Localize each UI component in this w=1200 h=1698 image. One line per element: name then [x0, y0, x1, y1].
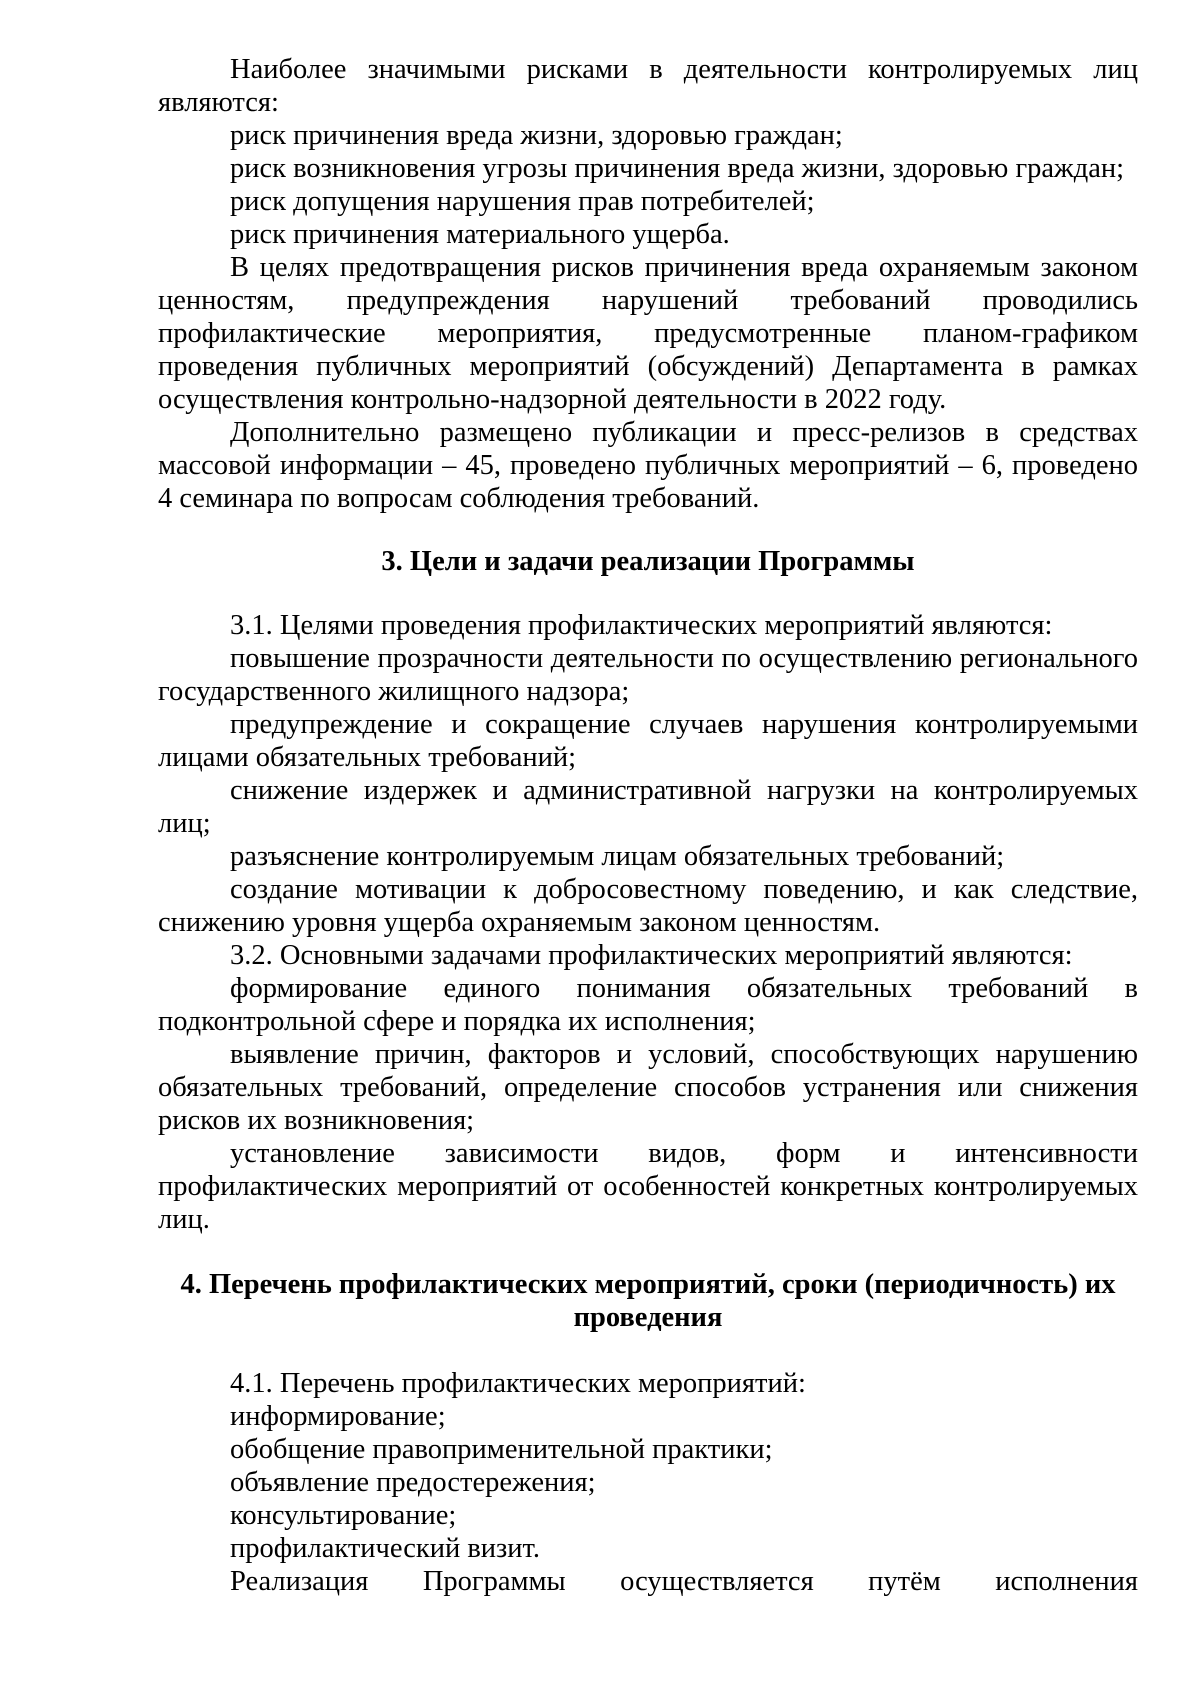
section-3-heading: 3. Цели и задачи реализации Программы [381, 546, 915, 577]
measure-item: информирование; [230, 1401, 446, 1432]
measure-item: объявление предостережения; [230, 1467, 596, 1498]
risk-item: риск причинения вреда жизни, здоровью граждан; [230, 120, 843, 151]
risk-item: риск возникновения угрозы причинения вреда жизни, здоровью граждан; [230, 153, 1125, 184]
task-item: выявление причин, факторов и условий, способствующих нарушению обязательных требований, определение способов устранения или снижения рисков их возникновения; [158, 1039, 1138, 1136]
task-item: установление зависимости видов, форм и интенсивности профилактических мероприятий от особенностей конкретных контролируемых лиц. [158, 1138, 1138, 1235]
risk-item: риск причинения материального ущерба. [230, 219, 730, 250]
goal-item: снижение издержек и административной нагрузки на контролируемых лиц; [158, 775, 1138, 839]
measure-item: консультирование; [230, 1500, 457, 1531]
goal-item: разъяснение контролируемым лицам обязательных требований; [230, 841, 1005, 872]
measure-item: профилактический визит. [230, 1533, 540, 1564]
goals-intro: 3.1. Целями проведения профилактических мероприятий являются: [230, 610, 1053, 641]
section-4-heading: 4. Перечень профилактических мероприятий, сроки (периодичность) их проведения [180, 1269, 1116, 1333]
paragraph-risks-intro: Наиболее значимыми рисками в деятельности контролируемых лиц являются: [158, 54, 1138, 118]
paragraph-publications: Дополнительно размещено публикации и пресс-релизов в средствах массовой информации – 45, проведено публичных мероприятий – 6, проведено 4 семинара по вопросам соблюдения требований. [158, 417, 1138, 514]
goal-item: предупреждение и сокращение случаев нарушения контролируемыми лицами обязательных требований; [158, 709, 1138, 773]
goal-item: создание мотивации к добросовестному поведению, и как следствие, снижению уровня ущерба охраняемым законом ценностям. [158, 874, 1138, 938]
goal-item: повышение прозрачности деятельности по осуществлению регионального государственного жилищного надзора; [158, 643, 1138, 707]
measure-item: обобщение правоприменительной практики; [230, 1434, 773, 1465]
document-body [158, 53, 1138, 1598]
tasks-intro: 3.2. Основными задачами профилактических мероприятий являются: [230, 940, 1073, 971]
closing-line: Реализация Программы осуществляется путём исполнения [230, 1566, 1138, 1597]
risk-item: риск допущения нарушения прав потребителей; [230, 186, 815, 217]
measures-intro: 4.1. Перечень профилактических мероприятий: [230, 1368, 806, 1399]
paragraph-prevention: В целях предотвращения рисков причинения вреда охраняемым законом ценностям, предупреждения нарушений требований проводились профилактические мероприятия, предусмотренные планом-графиком проведения публичных мероприятий (обсуждений) Департамента в рамках осуществления контрольно-надзорной деятельности в 2022 году. [158, 252, 1138, 415]
task-item: формирование единого понимания обязательных требований в подконтрольной сфере и порядка их исполнения; [158, 973, 1138, 1037]
